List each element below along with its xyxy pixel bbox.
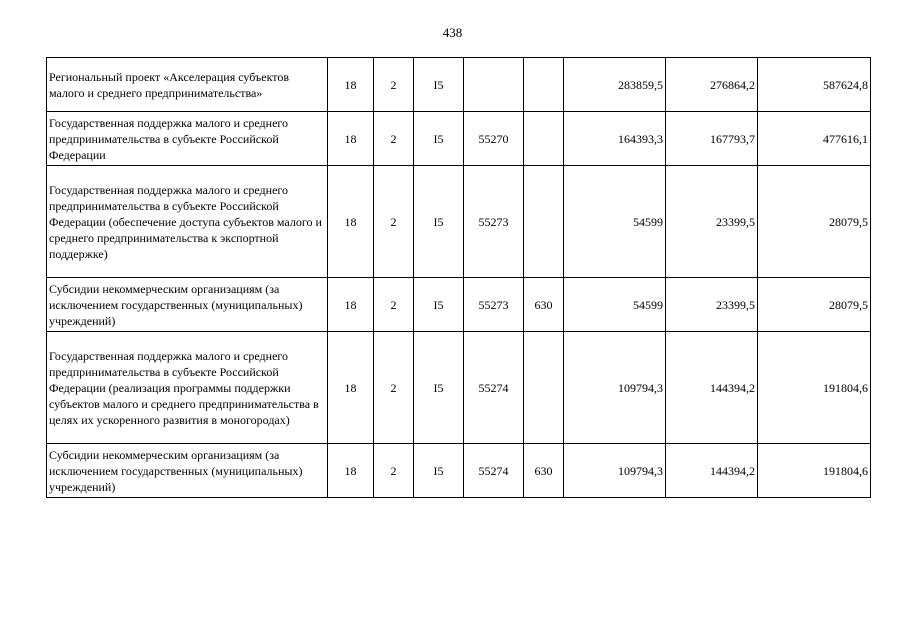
expense-type-cell bbox=[524, 332, 564, 444]
amount-year-1-cell: 283859,5 bbox=[564, 58, 666, 112]
project-code-cell: I5 bbox=[414, 332, 464, 444]
amount-year-1-cell: 109794,3 bbox=[564, 444, 666, 498]
project-code-cell: I5 bbox=[414, 58, 464, 112]
direction-code-cell: 55274 bbox=[464, 444, 524, 498]
amount-year-3-cell: 477616,1 bbox=[758, 112, 871, 166]
expense-type-cell: 630 bbox=[524, 444, 564, 498]
amount-year-1-cell: 109794,3 bbox=[564, 332, 666, 444]
table-row bbox=[47, 112, 871, 166]
project-code-cell: I5 bbox=[414, 278, 464, 332]
amount-year-3-cell: 191804,6 bbox=[758, 332, 871, 444]
amount-year-2-cell: 23399,5 bbox=[666, 278, 758, 332]
direction-code-cell: 55273 bbox=[464, 278, 524, 332]
amount-year-2-cell: 167793,7 bbox=[666, 112, 758, 166]
state-program-cell: 18 bbox=[328, 58, 374, 112]
table-row bbox=[47, 58, 871, 112]
amount-year-2-cell: 23399,5 bbox=[666, 166, 758, 278]
row-name-cell: Региональный проект «Акселерация субъектов малого и среднего предпринимательства» bbox=[47, 58, 328, 112]
subprogram-cell: 2 bbox=[374, 58, 414, 112]
row-name-cell: Государственная поддержка малого и среднего предпринимательства в субъекте Российской Федерации bbox=[47, 112, 328, 166]
expense-type-cell bbox=[524, 58, 564, 112]
amount-year-1-cell: 164393,3 bbox=[564, 112, 666, 166]
amount-year-2-cell: 144394,2 bbox=[666, 444, 758, 498]
direction-code-cell bbox=[464, 58, 524, 112]
direction-code-cell: 55273 bbox=[464, 166, 524, 278]
amount-year-3-cell: 28079,5 bbox=[758, 278, 871, 332]
state-program-cell: 18 bbox=[328, 112, 374, 166]
amount-year-3-cell: 191804,6 bbox=[758, 444, 871, 498]
table-row bbox=[47, 166, 871, 278]
project-code-cell: I5 bbox=[414, 166, 464, 278]
subprogram-cell: 2 bbox=[374, 444, 414, 498]
direction-code-cell: 55270 bbox=[464, 112, 524, 166]
expense-type-cell: 630 bbox=[524, 278, 564, 332]
subprogram-cell: 2 bbox=[374, 166, 414, 278]
direction-code-cell: 55274 bbox=[464, 332, 524, 444]
state-program-cell: 18 bbox=[328, 332, 374, 444]
row-name-cell: Государственная поддержка малого и среднего предпринимательства в субъекте Российской Федерации (обеспечение доступа субъектов малого и среднего предпринимательства к экспортной поддержке) bbox=[47, 166, 328, 278]
project-code-cell: I5 bbox=[414, 444, 464, 498]
expense-type-cell bbox=[524, 112, 564, 166]
subprogram-cell: 2 bbox=[374, 112, 414, 166]
row-name-cell: Субсидии некоммерческим организациям (за исключением государственных (муниципальных) учреждений) bbox=[47, 444, 328, 498]
subprogram-cell: 2 bbox=[374, 278, 414, 332]
amount-year-2-cell: 276864,2 bbox=[666, 58, 758, 112]
project-code-cell: I5 bbox=[414, 112, 464, 166]
page-number: 438 bbox=[442, 25, 463, 40]
row-name-cell: Государственная поддержка малого и среднего предпринимательства в субъекте Российской Федерации (реализация программы поддержки субъектов малого и среднего предпринимательства в целях их ускоренного развития в моногородах) bbox=[47, 332, 328, 444]
amount-year-3-cell: 587624,8 bbox=[758, 58, 871, 112]
state-program-cell: 18 bbox=[328, 278, 374, 332]
row-name-cell: Субсидии некоммерческим организациям (за исключением государственных (муниципальных) учреждений) bbox=[47, 278, 328, 332]
table-row bbox=[47, 444, 871, 498]
table-row bbox=[47, 278, 871, 332]
amount-year-1-cell: 54599 bbox=[564, 166, 666, 278]
amount-year-1-cell: 54599 bbox=[564, 278, 666, 332]
subprogram-cell: 2 bbox=[374, 332, 414, 444]
budget-table bbox=[46, 57, 871, 498]
amount-year-3-cell: 28079,5 bbox=[758, 166, 871, 278]
state-program-cell: 18 bbox=[328, 444, 374, 498]
state-program-cell: 18 bbox=[328, 166, 374, 278]
amount-year-2-cell: 144394,2 bbox=[666, 332, 758, 444]
table-row bbox=[47, 332, 871, 444]
expense-type-cell bbox=[524, 166, 564, 278]
